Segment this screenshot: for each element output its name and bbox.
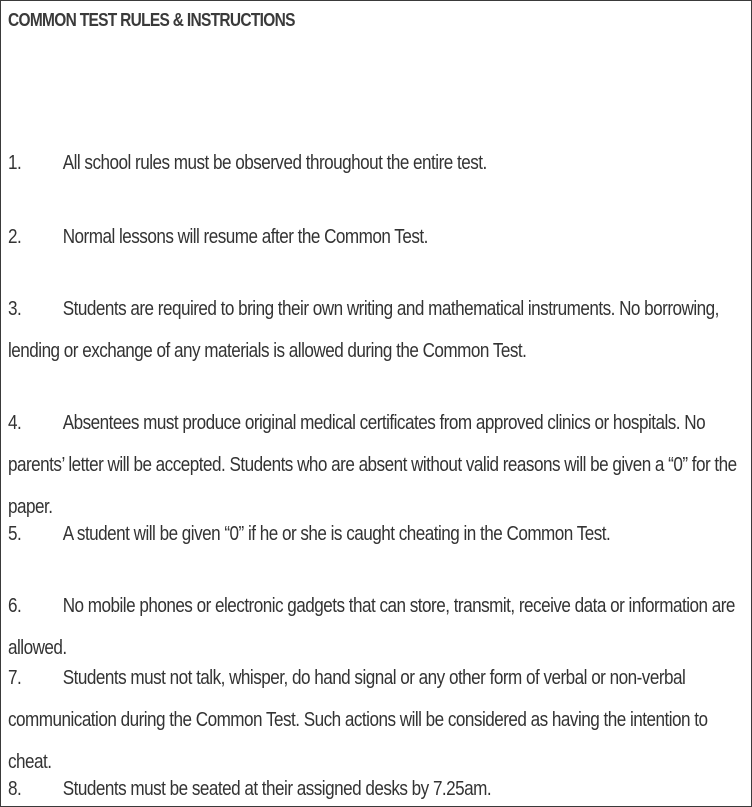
- rule-number: 6.: [8, 595, 22, 617]
- rule-text: Normal lessons will resume after the Common Test.: [62, 226, 428, 248]
- rule-item-7: [8, 657, 743, 783]
- rule-item-8: [8, 768, 743, 807]
- rule-text: Absentees must produce original medical certificates from approved clinics or hospitals. No parents’ letter will be accepted. Students who are absent without valid reasons will be given a “0” for the paper.: [8, 412, 737, 518]
- rule-text: Students must be seated at their assigned desks by 7.25am.: [62, 778, 492, 800]
- page-title: COMMON TEST RULES & INSTRUCTIONS: [8, 10, 295, 30]
- rule-item-5: [8, 513, 743, 555]
- rule-number: 4.: [8, 412, 22, 434]
- rule-number: 8.: [8, 778, 22, 800]
- rule-item-2: [8, 216, 743, 258]
- rule-item-1: [8, 142, 743, 184]
- rule-text: Students are required to bring their own writing and mathematical instruments. No borrowing, lending or exchange of any materials is allowed during the Common Test.: [8, 298, 719, 362]
- rule-number: 2.: [8, 226, 22, 248]
- rule-number: 5.: [8, 523, 22, 545]
- rule-item-3: [8, 288, 743, 372]
- rule-item-4: [8, 402, 743, 528]
- rule-text: No mobile phones or electronic gadgets that can store, transmit, receive data or information are allowed.: [8, 595, 735, 659]
- rule-number: 1.: [8, 152, 22, 174]
- rule-number: 3.: [8, 298, 22, 320]
- rule-text: A student will be given “0” if he or she is caught cheating in the Common Test.: [62, 523, 611, 545]
- rule-text: Students must not talk, whisper, do hand signal or any other form of verbal or non-verbal communication during the Common Test. Such actions will be considered as having the intention to cheat.: [8, 667, 708, 773]
- rule-number: 7.: [8, 667, 22, 689]
- rule-text: All school rules must be observed throughout the entire test.: [62, 152, 487, 174]
